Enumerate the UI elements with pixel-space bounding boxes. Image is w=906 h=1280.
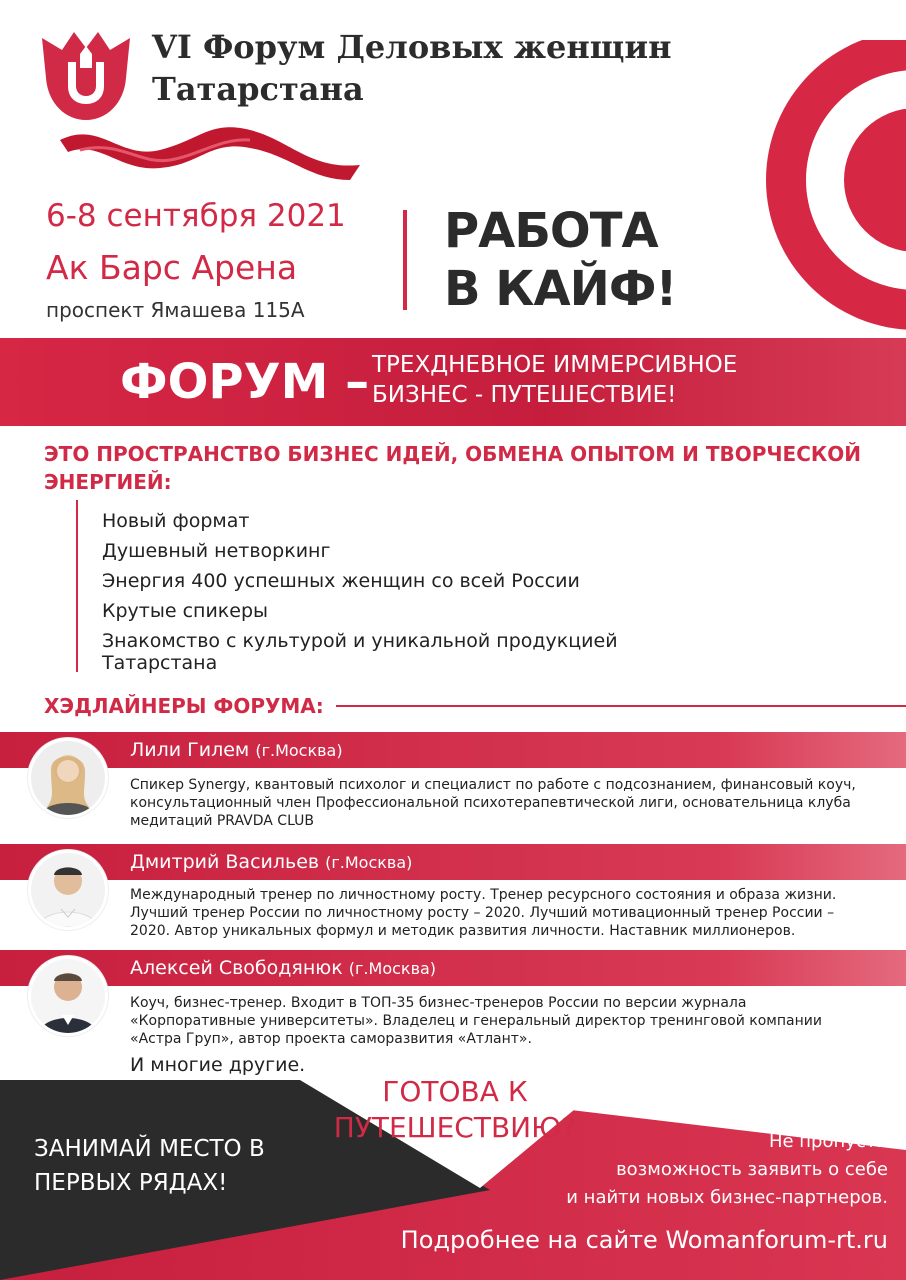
website-link[interactable]: Подробнее на сайте Womanforum-rt.ru [400, 1226, 888, 1254]
bottom-right-line-3: и найти новых бизнес-партнеров. [566, 1187, 888, 1208]
bottom-right-line-1: Не пропусти [768, 1131, 888, 1152]
features-list [102, 510, 722, 682]
others-text: И многие другие. [130, 1054, 306, 1076]
intro-text: ЭТО ПРОСТРАНСТВО БИЗНЕС ИДЕЙ, ОБМЕНА ОПЫТОМ И ТВОРЧЕСКОЙ ЭНЕРГИЕЙ: [44, 442, 861, 494]
bottom-left-call: ЗАНИМАЙ МЕСТО В ПЕРВЫХ РЯДАХ! [34, 1136, 265, 1196]
event-date: 6-8 сентября 2021 [46, 198, 346, 234]
banner-subtitle-line-2: БИЗНЕС - ПУТЕШЕСТВИЕ! [372, 382, 677, 408]
vertical-divider [403, 210, 407, 310]
bottom-question: ГОТОВА К ПУТЕШЕСТВИЮ? [333, 1075, 577, 1144]
forum-title [152, 26, 712, 110]
slogan-line-2: В КАЙФ! [444, 261, 677, 317]
headliners-title: ХЭДЛАЙНЕРЫ ФОРУМА: [44, 694, 324, 718]
banner-subtitle [372, 350, 812, 410]
list-item: Душевный нетворкинг [102, 540, 331, 562]
list-item: Новый формат [102, 510, 250, 532]
speaker-name: Дмитрий Васильев (г.Москва) [130, 851, 413, 873]
list-item: Знакомство с культурой и уникальной продукцией Татарстана [102, 630, 618, 674]
event-address: проспект Ямашева 115А [46, 298, 305, 322]
list-item: Энергия 400 успешных женщин со всей России [102, 570, 580, 592]
avatar [28, 956, 108, 1036]
speaker-name: Лили Гилем (г.Москва) [130, 739, 343, 761]
ribbon-icon [60, 110, 360, 190]
list-item: Крутые спикеры [102, 600, 269, 622]
ring-decoration-icon [736, 40, 906, 330]
bottom-right-text [500, 1128, 888, 1212]
event-venue: Ак Барс Арена [46, 248, 298, 287]
slogan-line-1: РАБОТА [444, 203, 658, 259]
avatar [28, 738, 108, 818]
speaker-description: Коуч, бизнес-тренер. Входит в ТОП-35 бизнес-тренеров России по версии журнала «Корпоративные университеты». Владелец и генеральный директор тренинговой компании «Астра Груп», автор проекта саморазвития «Атлант». [130, 995, 822, 1047]
speaker-name: Алексей Свободянюк (г.Москва) [130, 957, 437, 979]
banner-subtitle-line-1: ТРЕХДНЕВНОЕ ИММЕРСИВНОЕ [372, 352, 738, 378]
banner-forum-label: ФОРУМ – [120, 354, 370, 410]
title-line-1: VI Форум Деловых женщин [152, 28, 672, 66]
speaker-description: Международный тренер по личностному росту. Тренер ресурсного состояния и образа жизни. Лучший тренер России по личностному росту – 2020. Лучший мотивационный тренер России – 2020. Автор уникальных формул и методик развития личности. Наставник миллионеров. [130, 887, 837, 939]
title-line-2: Татарстана [152, 70, 364, 108]
list-rule [76, 500, 78, 672]
avatar [28, 850, 108, 930]
slogan [444, 202, 744, 318]
speaker-description: Спикер Synergy, квантовый психолог и специалист по работе с подсознанием, финансовый коуч, консультационный член Профессиональной психотерапевтической лиги, основательница клуба медитаций PRAVDA CLUB [130, 777, 856, 829]
headliners-rule [336, 705, 906, 707]
bottom-right-line-2: возможность заявить о себе [616, 1159, 888, 1180]
